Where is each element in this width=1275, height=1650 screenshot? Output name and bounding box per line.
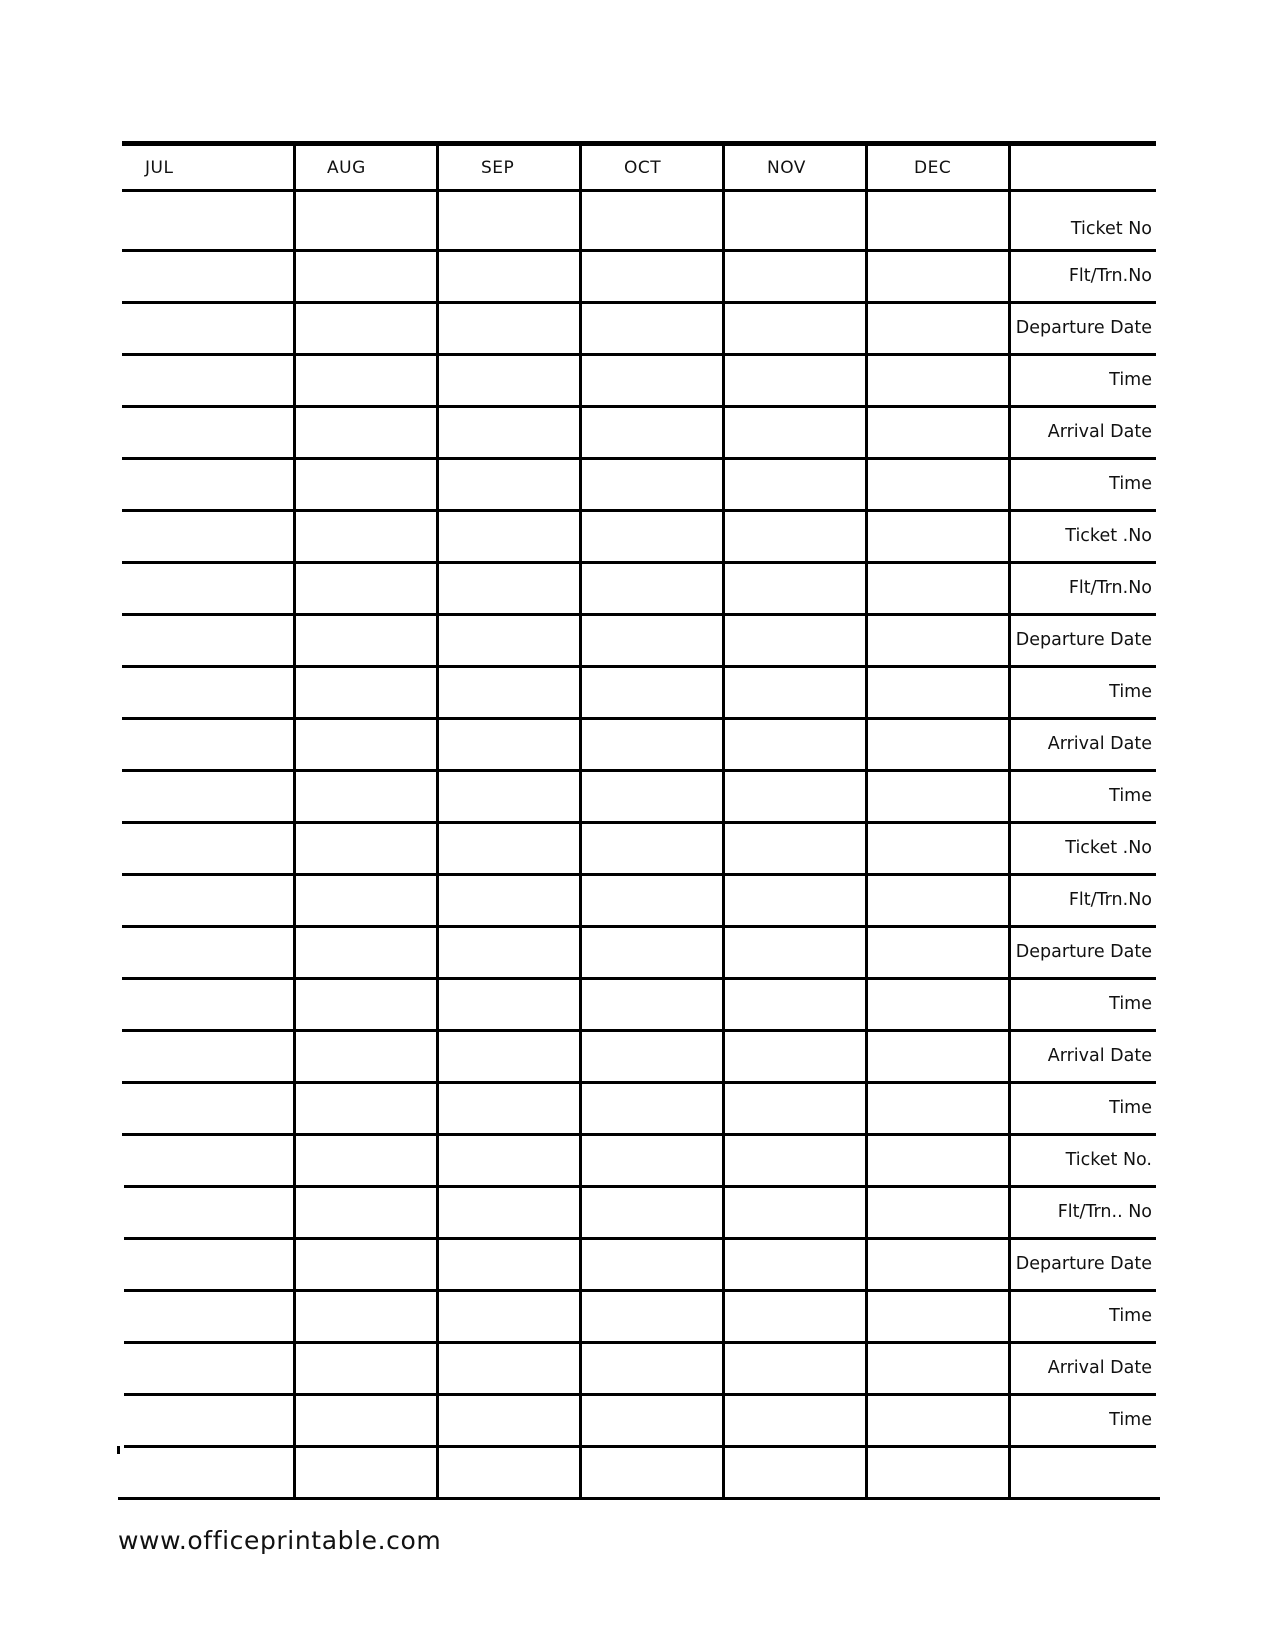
entry-cell-sep-row-2[interactable] bbox=[439, 252, 578, 300]
entry-cell-dec-row-11[interactable] bbox=[868, 720, 1007, 768]
entry-cell-jul-row-14[interactable] bbox=[124, 876, 292, 924]
entry-cell-dec-row-8[interactable] bbox=[868, 564, 1007, 612]
entry-cell-dec-row-23[interactable] bbox=[868, 1344, 1007, 1392]
entry-cell-oct-row-5[interactable] bbox=[582, 408, 721, 456]
row-label: Ticket .No bbox=[1065, 526, 1152, 546]
entry-cell-aug-row-5[interactable] bbox=[296, 408, 435, 456]
entry-cell-nov-row-23[interactable] bbox=[725, 1344, 864, 1392]
entry-cell-nov-row-11[interactable] bbox=[725, 720, 864, 768]
entry-cell-oct-row-8[interactable] bbox=[582, 564, 721, 612]
entry-cell-aug-row-12[interactable] bbox=[296, 772, 435, 820]
entry-cell-dec-row-10[interactable] bbox=[868, 668, 1007, 716]
entry-cell-dec-row-18[interactable] bbox=[868, 1084, 1007, 1132]
entry-cell-oct-row-2[interactable] bbox=[582, 252, 721, 300]
entry-cell-oct-row-22[interactable] bbox=[582, 1292, 721, 1340]
entry-cell-oct-row-16[interactable] bbox=[582, 980, 721, 1028]
entry-cell-oct-row-1[interactable] bbox=[582, 192, 721, 248]
row-label: Arrival Date bbox=[1047, 1046, 1152, 1066]
entry-cell-jul-row-13[interactable] bbox=[124, 824, 292, 872]
row-label: Time bbox=[1109, 786, 1152, 806]
entry-cell-jul-row-20[interactable] bbox=[124, 1188, 292, 1236]
entry-cell-oct-row-17[interactable] bbox=[582, 1032, 721, 1080]
entry-cell-jul-row-17[interactable] bbox=[124, 1032, 292, 1080]
entry-cell-oct-row-20[interactable] bbox=[582, 1188, 721, 1236]
entry-cell-sep-row-15[interactable] bbox=[439, 928, 578, 976]
entry-cell-nov-row-22[interactable] bbox=[725, 1292, 864, 1340]
entry-cell-sep-row-21[interactable] bbox=[439, 1240, 578, 1288]
entry-cell-aug-row-14[interactable] bbox=[296, 876, 435, 924]
entry-cell-sep-row-19[interactable] bbox=[439, 1136, 578, 1184]
entry-cell-jul-row-16[interactable] bbox=[124, 980, 292, 1028]
entry-cell-nov-row-15[interactable] bbox=[725, 928, 864, 976]
entry-cell-jul-row-15[interactable] bbox=[124, 928, 292, 976]
row-label: Departure Date bbox=[1015, 942, 1152, 962]
entry-cell-jul-row-5[interactable] bbox=[124, 408, 292, 456]
entry-cell-sep-row-12[interactable] bbox=[439, 772, 578, 820]
entry-cell-aug-row-25[interactable] bbox=[296, 1448, 435, 1496]
entry-cell-oct-row-11[interactable] bbox=[582, 720, 721, 768]
row-label: Departure Date bbox=[1015, 1254, 1152, 1274]
entry-cell-aug-row-6[interactable] bbox=[296, 460, 435, 508]
entry-cell-aug-row-11[interactable] bbox=[296, 720, 435, 768]
row-divider bbox=[118, 1497, 1160, 1500]
entry-cell-nov-row-5[interactable] bbox=[725, 408, 864, 456]
row-label: Arrival Date bbox=[1047, 1358, 1152, 1378]
row-label: Time bbox=[1109, 1306, 1152, 1326]
entry-cell-dec-row-15[interactable] bbox=[868, 928, 1007, 976]
row-label: Time bbox=[1109, 682, 1152, 702]
entry-cell-nov-row-3[interactable] bbox=[725, 304, 864, 352]
entry-cell-nov-row-13[interactable] bbox=[725, 824, 864, 872]
entry-cell-jul-row-6[interactable] bbox=[124, 460, 292, 508]
entry-cell-sep-row-18[interactable] bbox=[439, 1084, 578, 1132]
entry-cell-aug-row-20[interactable] bbox=[296, 1188, 435, 1236]
entry-cell-dec-row-3[interactable] bbox=[868, 304, 1007, 352]
entry-cell-sep-row-4[interactable] bbox=[439, 356, 578, 404]
entry-cell-dec-row-19[interactable] bbox=[868, 1136, 1007, 1184]
row-label: Time bbox=[1109, 994, 1152, 1014]
month-header-jul: JUL bbox=[145, 158, 174, 178]
entry-cell-aug-row-10[interactable] bbox=[296, 668, 435, 716]
entry-cell-dec-row-14[interactable] bbox=[868, 876, 1007, 924]
entry-cell-aug-row-1[interactable] bbox=[296, 192, 435, 248]
entry-cell-nov-row-6[interactable] bbox=[725, 460, 864, 508]
entry-cell-sep-row-25[interactable] bbox=[439, 1448, 578, 1496]
entry-cell-jul-row-7[interactable] bbox=[124, 512, 292, 560]
entry-cell-aug-row-15[interactable] bbox=[296, 928, 435, 976]
entry-cell-jul-row-9[interactable] bbox=[124, 616, 292, 664]
entry-cell-jul-row-19[interactable] bbox=[124, 1136, 292, 1184]
entry-cell-aug-row-17[interactable] bbox=[296, 1032, 435, 1080]
entry-cell-oct-row-24[interactable] bbox=[582, 1396, 721, 1444]
entry-cell-dec-row-22[interactable] bbox=[868, 1292, 1007, 1340]
entry-cell-nov-row-10[interactable] bbox=[725, 668, 864, 716]
entry-cell-oct-row-3[interactable] bbox=[582, 304, 721, 352]
entry-cell-aug-row-23[interactable] bbox=[296, 1344, 435, 1392]
entry-cell-oct-row-12[interactable] bbox=[582, 772, 721, 820]
entry-cell-oct-row-6[interactable] bbox=[582, 460, 721, 508]
entry-cell-sep-row-1[interactable] bbox=[439, 192, 578, 248]
entry-cell-jul-row-24[interactable] bbox=[124, 1396, 292, 1444]
entry-cell-sep-row-3[interactable] bbox=[439, 304, 578, 352]
entry-cell-sep-row-9[interactable] bbox=[439, 616, 578, 664]
entry-cell-oct-row-23[interactable] bbox=[582, 1344, 721, 1392]
entry-cell-aug-row-22[interactable] bbox=[296, 1292, 435, 1340]
row-label: Flt/Trn.No bbox=[1068, 266, 1152, 286]
margin-tick bbox=[117, 1446, 120, 1454]
entry-cell-dec-row-24[interactable] bbox=[868, 1396, 1007, 1444]
entry-cell-nov-row-17[interactable] bbox=[725, 1032, 864, 1080]
entry-cell-sep-row-20[interactable] bbox=[439, 1188, 578, 1236]
entry-cell-dec-row-4[interactable] bbox=[868, 356, 1007, 404]
entry-cell-aug-row-9[interactable] bbox=[296, 616, 435, 664]
row-label: Departure Date bbox=[1015, 630, 1152, 650]
entry-cell-aug-row-21[interactable] bbox=[296, 1240, 435, 1288]
row-label: Time bbox=[1109, 370, 1152, 390]
entry-cell-nov-row-16[interactable] bbox=[725, 980, 864, 1028]
month-header-sep: SEP bbox=[481, 158, 515, 178]
entry-cell-jul-row-1[interactable] bbox=[124, 192, 292, 248]
entry-cell-aug-row-18[interactable] bbox=[296, 1084, 435, 1132]
entry-cell-oct-row-7[interactable] bbox=[582, 512, 721, 560]
entry-cell-dec-row-21[interactable] bbox=[868, 1240, 1007, 1288]
entry-cell-sep-row-13[interactable] bbox=[439, 824, 578, 872]
entry-cell-oct-row-25[interactable] bbox=[582, 1448, 721, 1496]
entry-cell-sep-row-10[interactable] bbox=[439, 668, 578, 716]
entry-cell-jul-row-21[interactable] bbox=[124, 1240, 292, 1288]
entry-cell-aug-row-7[interactable] bbox=[296, 512, 435, 560]
entry-cell-nov-row-12[interactable] bbox=[725, 772, 864, 820]
entry-cell-dec-row-1[interactable] bbox=[868, 192, 1007, 248]
entry-cell-aug-row-3[interactable] bbox=[296, 304, 435, 352]
entry-cell-dec-row-20[interactable] bbox=[868, 1188, 1007, 1236]
row-label: Time bbox=[1109, 1098, 1152, 1118]
entry-cell-sep-row-8[interactable] bbox=[439, 564, 578, 612]
entry-cell-oct-row-9[interactable] bbox=[582, 616, 721, 664]
entry-cell-aug-row-8[interactable] bbox=[296, 564, 435, 612]
entry-cell-jul-row-11[interactable] bbox=[124, 720, 292, 768]
entry-cell-jul-row-12[interactable] bbox=[124, 772, 292, 820]
entry-cell-jul-row-18[interactable] bbox=[124, 1084, 292, 1132]
entry-cell-sep-row-7[interactable] bbox=[439, 512, 578, 560]
entry-cell-nov-row-18[interactable] bbox=[725, 1084, 864, 1132]
entry-cell-aug-row-19[interactable] bbox=[296, 1136, 435, 1184]
month-header-dec: DEC bbox=[914, 158, 952, 178]
row-label: Ticket No. bbox=[1065, 1150, 1152, 1170]
entry-cell-jul-row-4[interactable] bbox=[124, 356, 292, 404]
entry-cell-nov-row-19[interactable] bbox=[725, 1136, 864, 1184]
entry-cell-nov-row-25[interactable] bbox=[725, 1448, 864, 1496]
entry-cell-nov-row-2[interactable] bbox=[725, 252, 864, 300]
entry-cell-jul-row-10[interactable] bbox=[124, 668, 292, 716]
entry-cell-sep-row-11[interactable] bbox=[439, 720, 578, 768]
entry-cell-sep-row-14[interactable] bbox=[439, 876, 578, 924]
entry-cell-oct-row-4[interactable] bbox=[582, 356, 721, 404]
entry-cell-dec-row-13[interactable] bbox=[868, 824, 1007, 872]
entry-cell-oct-row-19[interactable] bbox=[582, 1136, 721, 1184]
entry-cell-jul-row-2[interactable] bbox=[124, 252, 292, 300]
entry-cell-dec-row-7[interactable] bbox=[868, 512, 1007, 560]
entry-cell-nov-row-14[interactable] bbox=[725, 876, 864, 924]
row-label: Time bbox=[1109, 474, 1152, 494]
entry-cell-oct-row-21[interactable] bbox=[582, 1240, 721, 1288]
entry-cell-jul-row-25[interactable] bbox=[124, 1448, 292, 1496]
entry-cell-nov-row-21[interactable] bbox=[725, 1240, 864, 1288]
entry-cell-nov-row-7[interactable] bbox=[725, 512, 864, 560]
entry-cell-nov-row-24[interactable] bbox=[725, 1396, 864, 1444]
entry-cell-oct-row-15[interactable] bbox=[582, 928, 721, 976]
entry-cell-aug-row-2[interactable] bbox=[296, 252, 435, 300]
entry-cell-nov-row-1[interactable] bbox=[725, 192, 864, 248]
row-label: Ticket .No bbox=[1065, 838, 1152, 858]
entry-cell-dec-row-25[interactable] bbox=[868, 1448, 1007, 1496]
entry-cell-dec-row-5[interactable] bbox=[868, 408, 1007, 456]
entry-cell-oct-row-14[interactable] bbox=[582, 876, 721, 924]
top-rule bbox=[122, 141, 1156, 146]
row-label: Arrival Date bbox=[1047, 422, 1152, 442]
entry-cell-nov-row-9[interactable] bbox=[725, 616, 864, 664]
entry-cell-jul-row-22[interactable] bbox=[124, 1292, 292, 1340]
entry-cell-jul-row-23[interactable] bbox=[124, 1344, 292, 1392]
row-label: Flt/Trn.No bbox=[1068, 890, 1152, 910]
entry-cell-dec-row-16[interactable] bbox=[868, 980, 1007, 1028]
entry-cell-dec-row-6[interactable] bbox=[868, 460, 1007, 508]
entry-cell-jul-row-3[interactable] bbox=[124, 304, 292, 352]
entry-cell-sep-row-17[interactable] bbox=[439, 1032, 578, 1080]
entry-cell-oct-row-18[interactable] bbox=[582, 1084, 721, 1132]
entry-cell-nov-row-20[interactable] bbox=[725, 1188, 864, 1236]
footer-website: www.officeprintable.com bbox=[118, 1526, 442, 1555]
entry-cell-sep-row-6[interactable] bbox=[439, 460, 578, 508]
row-label: Flt/Trn.No bbox=[1068, 578, 1152, 598]
entry-cell-dec-row-2[interactable] bbox=[868, 252, 1007, 300]
entry-cell-sep-row-16[interactable] bbox=[439, 980, 578, 1028]
entry-cell-sep-row-24[interactable] bbox=[439, 1396, 578, 1444]
month-header-aug: AUG bbox=[327, 158, 366, 178]
row-label: Flt/Trn.. No bbox=[1057, 1202, 1152, 1222]
month-header-nov: NOV bbox=[767, 158, 806, 178]
entry-cell-jul-row-8[interactable] bbox=[124, 564, 292, 612]
entry-cell-dec-row-17[interactable] bbox=[868, 1032, 1007, 1080]
row-label: Arrival Date bbox=[1047, 734, 1152, 754]
entry-cell-aug-row-13[interactable] bbox=[296, 824, 435, 872]
entry-cell-aug-row-4[interactable] bbox=[296, 356, 435, 404]
entry-cell-oct-row-13[interactable] bbox=[582, 824, 721, 872]
entry-cell-sep-row-5[interactable] bbox=[439, 408, 578, 456]
entry-cell-aug-row-16[interactable] bbox=[296, 980, 435, 1028]
entry-cell-nov-row-8[interactable] bbox=[725, 564, 864, 612]
row-label: Departure Date bbox=[1015, 318, 1152, 338]
row-label: Time bbox=[1109, 1410, 1152, 1430]
entry-cell-sep-row-23[interactable] bbox=[439, 1344, 578, 1392]
entry-cell-aug-row-24[interactable] bbox=[296, 1396, 435, 1444]
entry-cell-nov-row-4[interactable] bbox=[725, 356, 864, 404]
entry-cell-sep-row-22[interactable] bbox=[439, 1292, 578, 1340]
month-header-oct: OCT bbox=[624, 158, 662, 178]
entry-cell-oct-row-10[interactable] bbox=[582, 668, 721, 716]
entry-cell-dec-row-9[interactable] bbox=[868, 616, 1007, 664]
entry-cell-dec-row-12[interactable] bbox=[868, 772, 1007, 820]
row-label: Ticket No bbox=[1070, 219, 1152, 239]
